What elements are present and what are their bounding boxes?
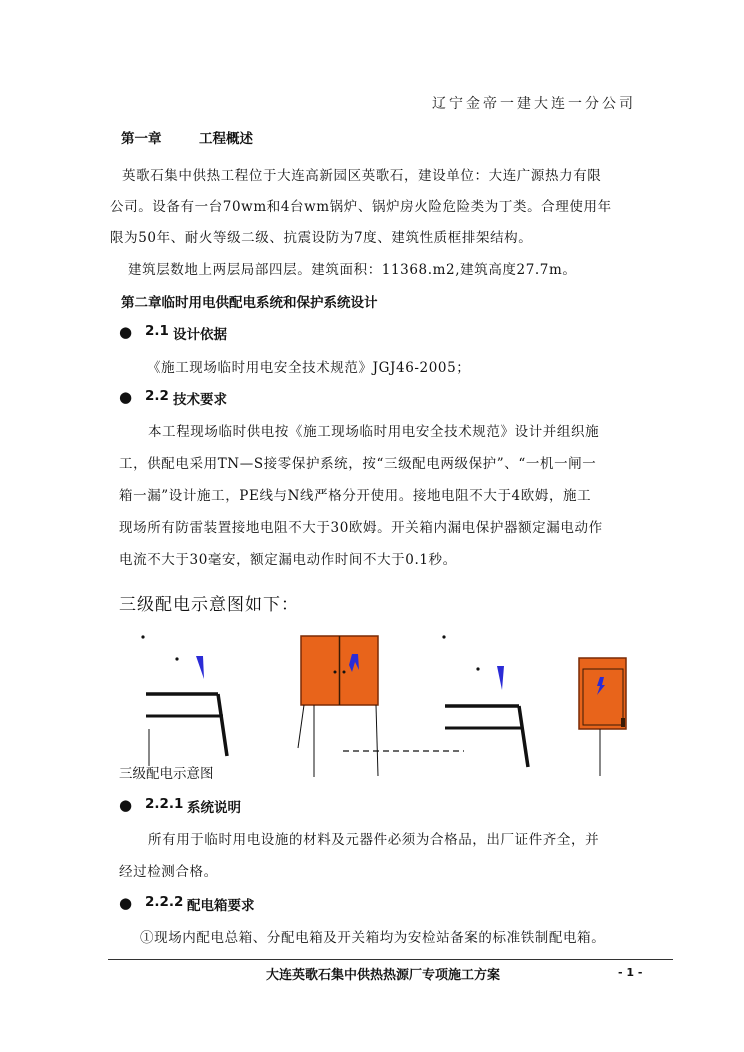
- section-2-2-2-number: 2.2.2: [145, 894, 184, 910]
- section-2-2-line3: 箱一漏”设计施工，PE线与N线严格分开使用。接地电阻不大于4欧姆，施工: [119, 488, 592, 504]
- chapter1-para1-line3: 限为50年、耐火等级二级、抗震设防为7度、建筑性质框排架结构。: [110, 230, 533, 246]
- cabinet-leg: [298, 705, 304, 748]
- chapter1-para2: 建筑层数地上两层局部四层。建筑面积：11368.m2,建筑高度27.7m。: [128, 262, 577, 278]
- section-2-2-1-line2: 经过检测合格。: [119, 864, 218, 880]
- bullet-2-1: ●: [119, 323, 133, 341]
- section-2-2-1-title: 系统说明: [187, 800, 241, 816]
- section-2-2-1-number: 2.2.1: [145, 796, 184, 812]
- section-2-2-line5: 电流不大于30毫安，额定漏电动作时间不大于0.1秒。: [119, 552, 457, 568]
- cabinet-leg: [376, 705, 378, 776]
- section-2-2-2-line1: ①现场内配电总箱、分配电箱及开关箱均为安检站备案的标准铁制配电箱。: [140, 930, 606, 946]
- diagram-dot: [141, 635, 144, 638]
- section-2-2-2-title: 配电箱要求: [187, 898, 255, 914]
- bullet-2-2-1: ●: [119, 796, 133, 814]
- section-2-1-number: 2.1: [145, 323, 169, 339]
- chapter1-title: 工程概述: [199, 131, 253, 147]
- bullet-2-2: ●: [119, 388, 133, 406]
- footer-divider: [108, 959, 673, 960]
- diagram-intro: 三级配电示意图如下：: [119, 595, 299, 615]
- page-number: - 1 -: [618, 966, 643, 979]
- company-header: 辽宁金帝一建大连一分公司: [432, 96, 636, 112]
- switch-box-latch: [621, 718, 625, 727]
- section-2-2-number: 2.2: [145, 388, 169, 404]
- section-2-2-line4: 现场所有防雷装置接地电阻不大于30欧姆。开关箱内漏电保护器额定漏电动作: [119, 520, 603, 536]
- section-2-1-title: 设计依据: [173, 327, 227, 343]
- lightning-icon: [497, 666, 504, 690]
- diagram-dot: [476, 667, 479, 670]
- diagram-caption: 三级配电示意图: [119, 766, 214, 782]
- section-2-2-title: 技术要求: [173, 392, 227, 408]
- section-2-2-line1: 本工程现场临时供电按《施工现场临时用电安全技术规范》设计并组织施: [148, 424, 600, 440]
- diagram-dot: [442, 635, 445, 638]
- section-2-1-text: 《施工现场临时用电安全技术规范》JGJ46-2005；: [147, 360, 471, 376]
- door-handle-icon: [334, 671, 337, 674]
- diagram-wire: [519, 706, 528, 767]
- section-2-2-1-line1: 所有用于临时用电设施的材料及元器件必须为合格品，出厂证件齐全，并: [148, 832, 600, 848]
- footer-title: 大连英歌石集中供热热源厂专项施工方案: [266, 968, 501, 983]
- chapter1-para1-line2: 公司。设备有一台70wm和4台wm锅炉、锅炉房火险危险类为丁类。合理使用年: [110, 199, 612, 215]
- section-2-2-line2: 工，供配电采用TN—S接零保护系统，按“三级配电两级保护”、“一机一闸一: [119, 456, 597, 472]
- diagram-dot: [175, 657, 178, 660]
- bullet-2-2-2: ●: [119, 894, 133, 912]
- lightning-icon: [196, 656, 204, 679]
- chapter2-title: 第二章临时用电供配电系统和保护系统设计: [121, 295, 378, 311]
- door-handle-icon: [343, 671, 346, 674]
- diagram-wire: [218, 694, 227, 756]
- chapter1-para1-line1: 英歌石集中供热工程位于大连高新园区英歌石，建设单位：大连广源热力有限: [122, 168, 602, 184]
- chapter1-label: 第一章: [121, 131, 162, 147]
